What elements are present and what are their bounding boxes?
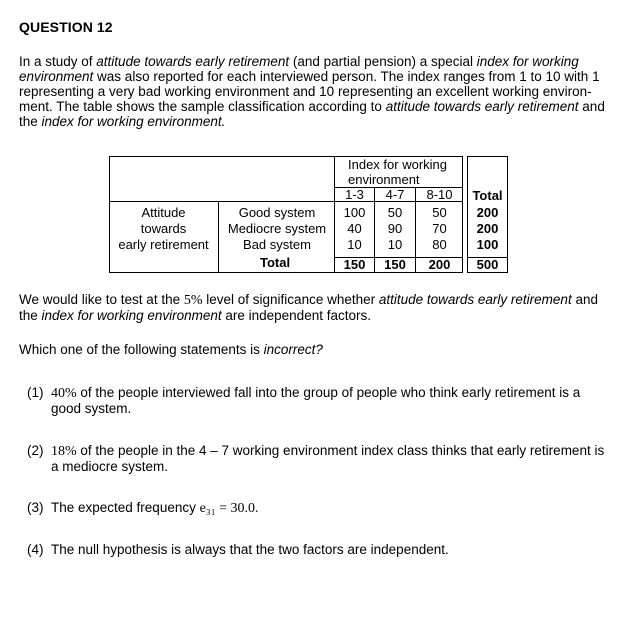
intro-text: (and partial pension) a special [289,54,477,69]
option-percent: 40% [51,386,77,401]
row-label: Bad system [243,237,311,252]
option-text: The null hypothesis is always that the two factors are independent. [51,542,449,557]
option-text: The expected frequency [51,500,200,515]
option-percent: 18% [51,444,77,459]
cell-value: 10 [387,237,403,252]
row-group-label: Attitude [141,205,186,220]
cell-value: 70 [432,221,447,236]
row-total: 200 [476,221,499,236]
prompt-text: Which one of the following statements is [19,342,264,357]
row-group-label: towards [140,221,187,236]
option-4[interactable] [27,542,607,557]
col-header: 1-3 [345,187,364,202]
col-total: 150 [384,257,406,272]
significance-level: 5% [183,293,203,308]
col-total: 200 [428,257,451,272]
cell-value: 10 [347,237,362,252]
col-group-header: environment [348,172,420,187]
col-group-header: Index for working [348,157,447,172]
prompt-emphasis: incorrect? [263,342,323,357]
intro-emphasis: index for working environment. [41,114,226,129]
intro-emphasis: attitude towards early retirement [96,54,290,69]
row-label: Mediocre system [227,221,327,236]
question-title: QUESTION 12 [19,19,113,35]
option-text: of the people in the 4 – 7 working environment index class thinks that early retirement is a mediocre system. [51,443,605,474]
intro-paragraph [19,54,609,129]
cell-value: 40 [347,221,362,236]
cell-value: 50 [432,205,447,220]
lead-text: are independent factors. [221,308,371,323]
cell-value: 80 [432,237,447,252]
option-2[interactable] [27,443,607,474]
option-number: (4) [27,542,44,557]
lead-emphasis: index for working environment [41,308,222,323]
intro-text: was also reported for each interviewed person. The index ranges from 1 to 10 with 1 representing a very bad working environment and 10 representing an excellent working environ-ment. The table shows the sample classification according to [19,69,600,114]
option-3[interactable] [27,500,607,516]
option-text: of the people interviewed fall into the group of people who think early retirement is a good system. [51,385,581,416]
contingency-table [109,156,508,273]
option-number: (1) [27,385,44,400]
row-label-divider [109,201,335,202]
total-row-label: Total [260,255,291,270]
intro-emphasis: index for working environment [19,54,579,84]
row-label: Good system [238,205,316,220]
option-math: e₃₁ = 30.0. [199,501,259,516]
lead-text: and the [19,292,598,323]
row-total: 200 [476,205,499,220]
option-1[interactable] [27,385,607,416]
col-header: 8-10 [426,187,453,202]
option-number: (2) [27,443,44,458]
lead-paragraph [19,292,609,323]
option-number: (3) [27,500,44,515]
intro-emphasis: attitude towards early retirement [385,99,579,114]
row-group-label: early retirement [118,237,209,252]
question-prompt [19,342,323,357]
lead-text: level of significance whether [202,292,379,307]
cell-value: 50 [387,205,403,220]
intro-text: and the [19,99,605,129]
lead-text: We would like to test at the [19,292,184,307]
col-header: 4-7 [385,187,405,202]
row-total: 100 [476,237,499,252]
lead-emphasis: attitude towards early retirement [378,292,572,307]
intro-text: In a study of [19,54,97,69]
col-total: 150 [343,257,366,272]
total-header: Total [472,188,503,203]
grand-total: 500 [476,257,499,272]
cell-value: 90 [387,221,403,236]
cell-value: 100 [343,205,366,220]
